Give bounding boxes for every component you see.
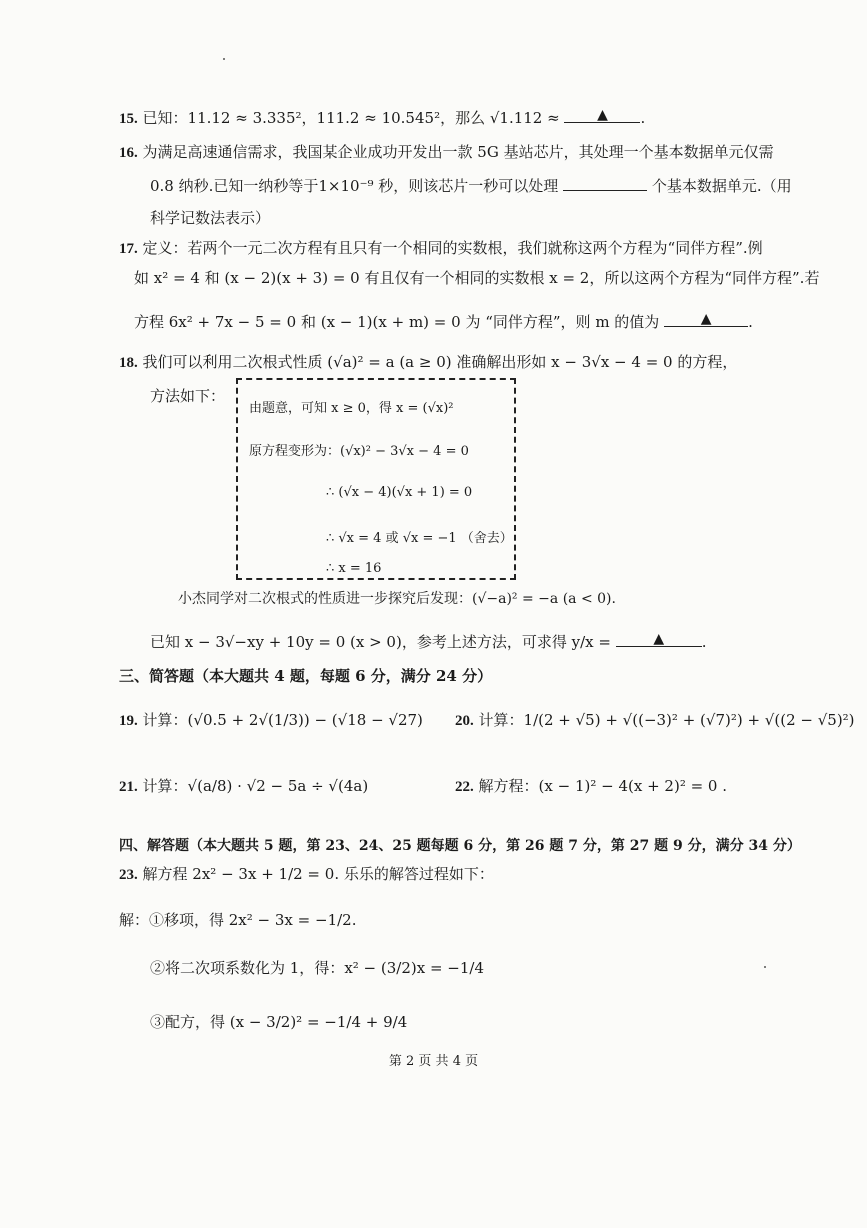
box-line: ∴ (√x − 4)(√x + 1) = 0 xyxy=(326,485,473,500)
box-line: ∴ x = 16 xyxy=(326,561,382,576)
answer-blank xyxy=(616,632,702,647)
question-17-line3: 方程 6x² + 7x − 5 = 0 和 (x − 1)(x + m) = 0 为 “同伴方程”，则 m 的值为 ▲ . xyxy=(134,311,753,331)
question-number: 16. xyxy=(119,145,138,161)
scan-speck xyxy=(764,966,766,968)
box-line: ∴ √x = 4 或 √x = −1 （舍去） xyxy=(326,531,513,546)
question-number: 17. xyxy=(119,241,138,257)
question-16-line1 xyxy=(119,142,774,163)
solution-step2: ②将二次项系数化为 1，得：x² − (3/2)x = −1/4 xyxy=(150,959,485,977)
question-16-line3: 科学记数法表示） xyxy=(150,209,271,227)
question-number: 19. xyxy=(119,713,138,729)
triangle-icon: ▲ xyxy=(653,631,665,647)
question-21: 21. 计算：√(a/8) · √2 − 5a ÷ √(4a) xyxy=(119,777,369,795)
triangle-icon: ▲ xyxy=(597,107,608,123)
question-number: 18. xyxy=(119,355,138,371)
question-17-line2: 如 x² = 4 和 (x − 2)(x + 3) = 0 有且仅有一个相同的实数根 x = 2，所以这两个方程为“同伴方程”.若 xyxy=(134,269,820,287)
question-number: 22. xyxy=(455,779,474,795)
question-18-line1: 18. 我们可以利用二次根式性质 (√a)² = a (a ≥ 0) 准确解出形如 x − 3√x − 4 = 0 的方程， xyxy=(119,353,738,371)
answer-blank xyxy=(664,312,748,327)
scan-speck xyxy=(223,58,225,60)
question-17-line1: 17. 定义：若两个一元二次方程有且只有一个相同的实数根，我们就称这两个方程为“同伴方程”.例 xyxy=(119,239,763,257)
question-19: 19. 计算：(√0.5 + 2√(1/3)) − (√18 − √27) xyxy=(119,711,423,729)
method-label: 方法如下： xyxy=(150,387,226,405)
question-16-line2: 0.8 纳秒.已知一纳秒等于1×10⁻⁹ 秒，则该芯片一秒可以处理 个基本数据单元.（用 xyxy=(150,177,792,195)
page-footer: 第 2 页 共 4 页 xyxy=(388,1054,479,1069)
section-4-heading: 四、解答题（本大题共 5 题，第 23、24、25 题每题 6 分，第 26 题 7 分，第 27 题 9 分，满分 34 分） xyxy=(119,838,801,854)
answer-blank xyxy=(563,176,647,191)
question-number: 20. xyxy=(455,713,474,729)
question-number: 21. xyxy=(119,779,138,795)
question-text: 已知：11.12 ≈ 3.335²，111.2 ≈ 10.545²，那么 √1.112 ≈ xyxy=(142,109,560,127)
question-22: 22. 解方程：(x − 1)² − 4(x + 2)² = 0 . xyxy=(455,777,728,795)
section-3-heading: 三、简答题（本大题共 4 题，每题 6 分，满分 24 分） xyxy=(119,667,493,685)
question-20: 20. 计算：1/(2 + √5) + √((−3)² + (√7)²) + √((2 − √5)²) xyxy=(455,711,855,729)
question-number: 15. xyxy=(119,111,138,127)
triangle-icon: ▲ xyxy=(700,311,712,327)
question-number: 23. xyxy=(119,867,138,883)
question-23: 23. 解方程 2x² − 3x + 1/2 = 0. 乐乐的解答过程如下： xyxy=(119,865,494,883)
answer-blank xyxy=(564,108,640,123)
box-line: 由题意，可知 x ≥ 0，得 x = (√x)² xyxy=(249,401,454,416)
method-box xyxy=(236,378,516,580)
question-18-given: 已知 x − 3√−xy + 10y = 0 (x > 0)，参考上述方法，可求得 y/x = ▲ . xyxy=(150,631,707,651)
question-15: 15. 已知：11.12 ≈ 3.335²，111.2 ≈ 10.545²，那么 √1.112 ≈ ▲ . xyxy=(119,107,646,127)
question-18-discover: 小杰同学对二次根式的性质进一步探究后发现：(√−a)² = −a (a < 0). xyxy=(178,591,616,607)
box-line: 原方程变形为：(√x)² − 3√x − 4 = 0 xyxy=(249,444,469,459)
question-text: 为满足高速通信需求，我国某企业成功开发出一款 5G 基站芯片，其处理一个基本数据单元仅需 xyxy=(142,143,774,161)
solution-step3: ③配方，得 (x − 3/2)² = −1/4 + 9/4 xyxy=(150,1013,408,1031)
solution-step1: 解：①移项，得 2x² − 3x = −1/2. xyxy=(119,911,357,929)
